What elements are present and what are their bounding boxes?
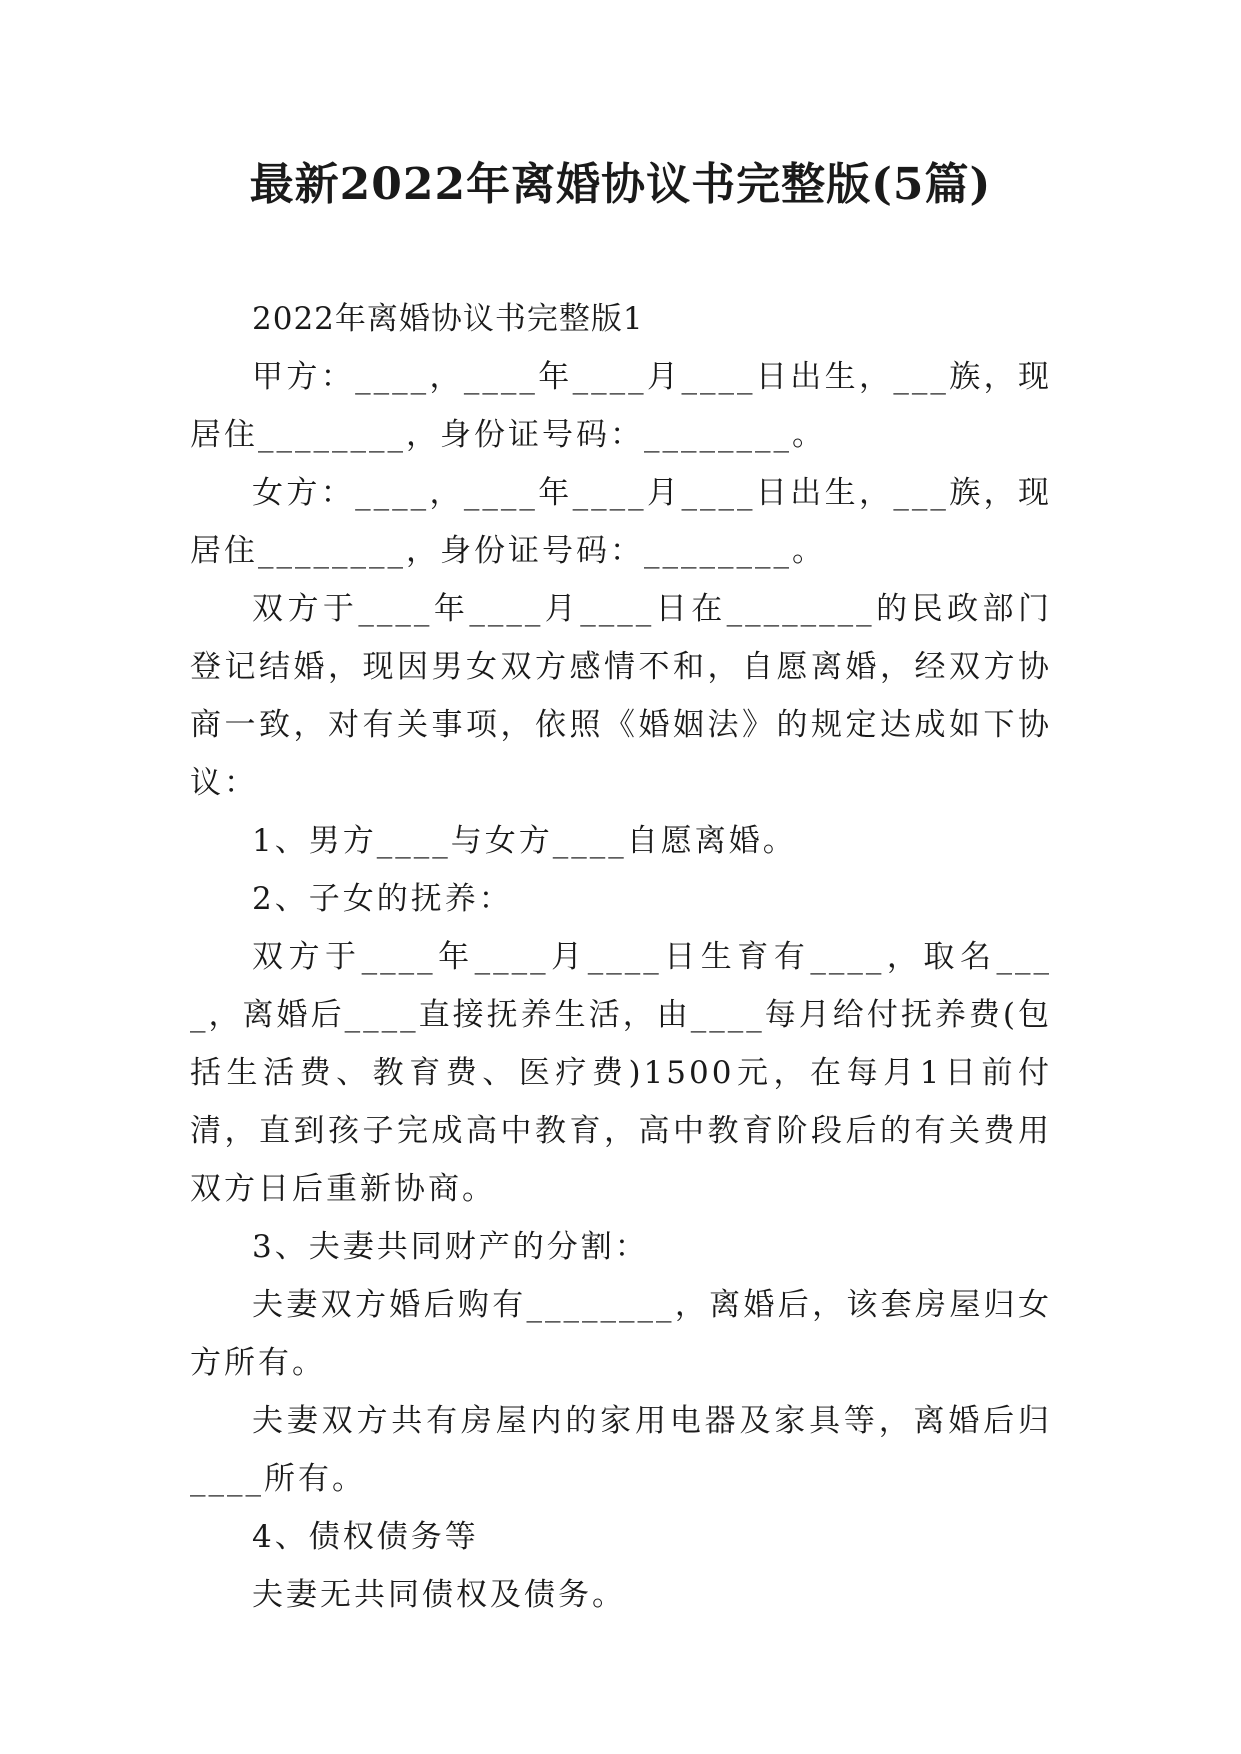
paragraph-party-a: 甲方：____，____年____月____日出生，___族，现居住________，身份证号码：________。 <box>190 359 1052 453</box>
clause-4-heading: 4、债权债务等 <box>252 1519 479 1555</box>
document-title: 最新2022年离婚协议书完整版(5篇) <box>249 159 992 210</box>
clause-3-house: 夫妻双方婚后购有________，离婚后，该套房屋归女方所有。 <box>190 1287 1052 1381</box>
clause-4-debts: 夫妻无共同债权及债务。 <box>252 1577 626 1613</box>
clause-1-divorce: 1、男方____与女方____自愿离婚。 <box>252 823 797 859</box>
clause-2-heading: 2、子女的抚养： <box>252 881 513 917</box>
section-heading: 2022年离婚协议书完整版1 <box>252 301 644 337</box>
clause-2-child-support: 双方于____年____月____日生育有____，取名____，离婚后____直接抚养生活，由____每月给付抚养费(包括生活费、教育费、医疗费)1500元，在每月1日前付清，直到孩子完成高中教育，高中教育阶段后的有关费用双方日后重新协商。 <box>190 939 1052 1207</box>
clause-3-heading: 3、夫妻共同财产的分割： <box>252 1229 649 1265</box>
paragraph-marriage-registration: 双方于____年____月____日在________的民政部门登记结婚，现因男女双方感情不和，自愿离婚，经双方协商一致，对有关事项，依照《婚姻法》的规定达成如下协议： <box>190 591 1052 801</box>
document-body <box>190 290 1052 1624</box>
paragraph-party-b: 女方：____，____年____月____日出生，___族，现居住________，身份证号码：________。 <box>190 475 1052 569</box>
clause-3-furniture: 夫妻双方共有房屋内的家用电器及家具等，离婚后归____所有。 <box>190 1403 1052 1497</box>
